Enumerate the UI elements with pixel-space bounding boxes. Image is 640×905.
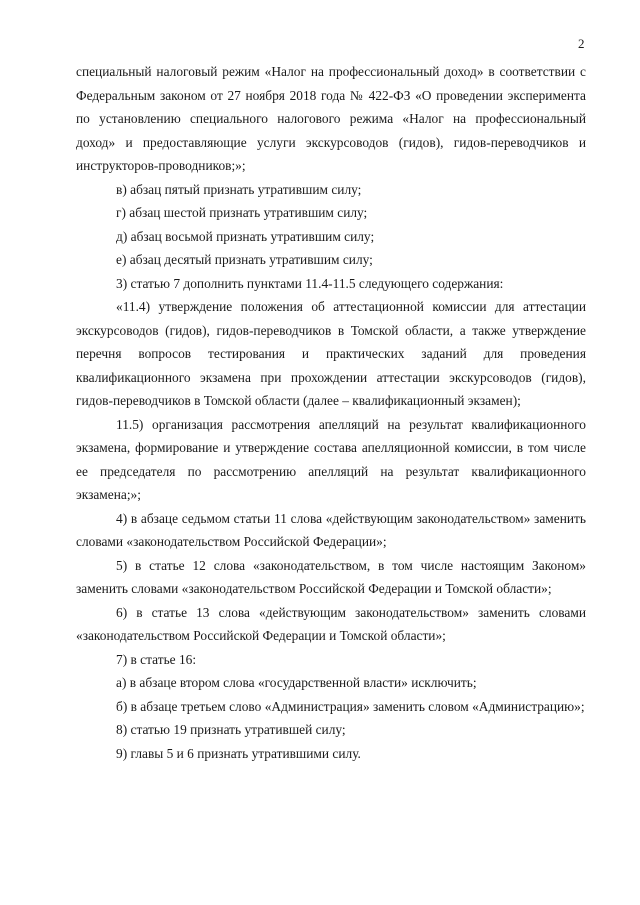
paragraph-item-8: 8) статью 19 признать утратившей силу; — [116, 722, 346, 737]
page-number: 2 — [578, 36, 585, 51]
paragraph-item-g: г) абзац шестой признать утратившим силу; — [116, 205, 368, 220]
paragraph-item-e: е) абзац десятый признать утратившим силу; — [116, 252, 373, 267]
paragraph-item-9: 9) главы 5 и 6 признать утратившими силу. — [116, 745, 361, 761]
paragraph-item-6: 6) в статье 13 слова «действующим законодательством» заменить словами «законодательством Российской Федерации и Томской области»; — [76, 604, 586, 643]
paragraph-item-11-5: 11.5) организация рассмотрения апелляций на результат квалификационного экзамена, формирование и утверждение состава апелляционной комиссии, в том числе ее председателя по рассмотрению апелляций на результат квалификационного экзамена;»; — [76, 416, 586, 502]
paragraph-item-b: б) в абзаце третьем слово «Администрация» заменить словом «Администрацию»; — [116, 698, 585, 714]
paragraph-item-11-4: «11.4) утверждение положения об аттестационной комиссии для аттестации экскурсоводов (гидов), гидов-переводчиков в Томской области, а также утверждение перечня вопросов тестирования и практических заданий для проведения квалификационного экзамена при прохождении аттестации экскурсоводов (гидов), гидов-переводчиков в Томской области (далее – квалификационный экзамен); — [76, 299, 586, 408]
document-body — [76, 60, 586, 765]
paragraph-item-5: 5) в статье 12 слова «законодательством, в том числе настоящим Законом» заменить словами «законодательством Российской Федерации и Томской области»; — [76, 557, 586, 596]
paragraph-item-3: 3) статью 7 дополнить пунктами 11.4-11.5 следующего содержания: — [116, 275, 504, 291]
paragraph-item-7: 7) в статье 16: — [116, 651, 197, 667]
paragraph-continuation: специальный налоговый режим «Налог на профессиональный доход» в соответствии с Федеральным законом от 27 ноября 2018 года № 422-ФЗ «О проведении эксперимента по установлению специального налогового режима «Налог на профессиональный доход» и предоставляющие услуги экскурсоводов (гидов), гидов-переводчиков и инструкторов-проводников;»; — [76, 64, 586, 173]
paragraph-item-d: д) абзац восьмой признать утратившим силу; — [116, 228, 375, 244]
paragraph-item-v: в) абзац пятый признать утратившим силу; — [116, 181, 362, 197]
paragraph-item-a: а) в абзаце втором слова «государственной власти» исключить; — [116, 675, 477, 690]
paragraph-item-4: 4) в абзаце седьмом статьи 11 слова «действующим законодательством» заменить словами «законодательством Российской Федерации»; — [76, 510, 586, 549]
